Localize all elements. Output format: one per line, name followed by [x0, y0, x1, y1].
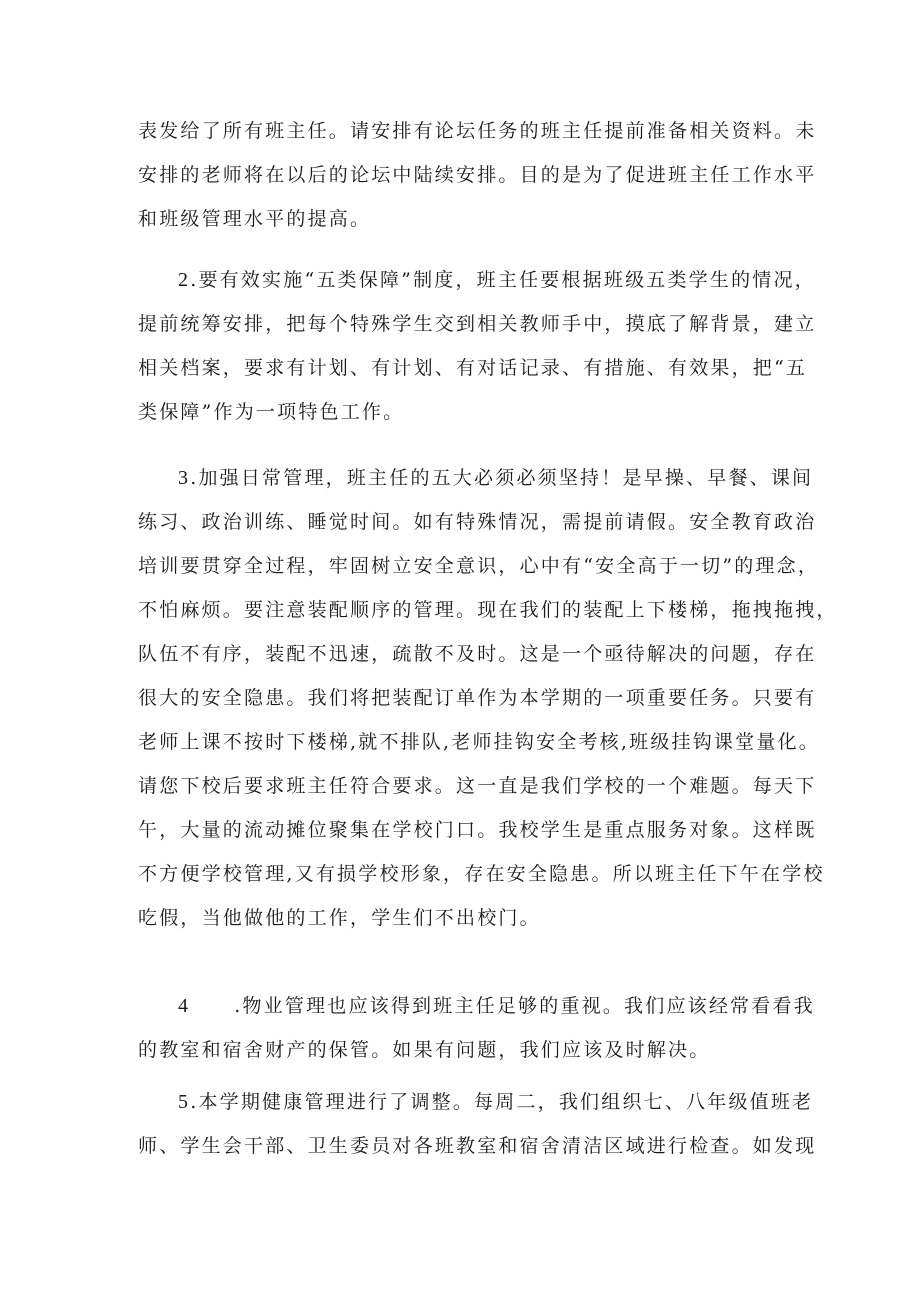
- paragraph-number: 3: [178, 467, 191, 489]
- paragraph-line-text: .物业管理也应该得到班主任足够的重视。我们应该经常看看我: [234, 995, 815, 1017]
- paragraph-1: [138, 109, 817, 241]
- paragraph-line: 很大的安全隐患。我们将把装配订单作为本学期的一项重要任务。只要有: [138, 687, 817, 709]
- paragraph-line: 表发给了所有班主任。请安排有论坛任务的班主任提前准备相关资料。未: [138, 120, 817, 142]
- paragraph-line-text: .加强日常管理，班主任的五大必须必须坚持！是早操、早餐、课间: [190, 467, 814, 489]
- paragraph-line: 安排的老师将在以后的论坛中陆续安排。目的是为了促进班主任工作水平: [138, 164, 817, 186]
- paragraph-4: [138, 984, 815, 1072]
- paragraph-line: 练习、政治训练、睡觉时间。如有特殊情况，需提前请假。安全教育政治: [138, 511, 817, 533]
- paragraph-2: [138, 258, 817, 434]
- paragraph-5: [138, 1080, 817, 1168]
- paragraph-line-text: .要有效实施“五类保障”制度，班主任要根据班级五类学生的情况，: [190, 269, 816, 291]
- paragraph-line: 和班级管理水平的提高。: [138, 208, 372, 230]
- paragraph-line: 相关档案，要求有计划、有计划、有对话记录、有措施、有效果，把“五: [138, 357, 808, 379]
- paragraph-line: 吃假，当他做他的工作，学生们不出校门。: [138, 907, 541, 929]
- paragraph-first-line: [138, 258, 816, 302]
- paragraph-line: 师、学生会干部、卫生委员对各班教室和宿舍清洁区域进行检查。如发现: [138, 1135, 817, 1157]
- paragraph-first-line: [138, 1080, 814, 1124]
- paragraph-number: 2: [178, 269, 191, 291]
- paragraph-number: 5: [178, 1091, 191, 1113]
- paragraph-line: 提前统筹安排，把每个特殊学生交到相关教师手中，摸底了解背景，建立: [138, 313, 817, 335]
- paragraph-line: 队伍不有序，装配不迅速，疏散不及时。这是一个亟待解决的问题，存在: [138, 643, 817, 665]
- paragraph-line: 培训要贯穿全过程，牢固树立安全意识，心中有“安全高于一切”的理念，: [138, 555, 820, 577]
- paragraph-line: 的教室和宿舍财产的保管。如果有问题，我们应该及时解决。: [138, 1039, 711, 1061]
- paragraph-line: 老师上课不按时下楼梯,就不排队,老师挂钩安全考核,班级挂钩课堂量化。: [138, 731, 820, 753]
- paragraph-first-line: [138, 984, 815, 1028]
- paragraph-first-line: [138, 456, 814, 500]
- paragraph-line: 午，大量的流动摊位聚集在学校门口。我校学生是重点服务对象。这样既: [138, 819, 817, 841]
- paragraph-number: 4: [178, 995, 191, 1017]
- paragraph-line: 不方便学校管理,又有损学校形象，存在安全隐患。所以班主任下午在学校: [138, 863, 825, 885]
- paragraph-line: 请您下校后要求班主任符合要求。这一直是我们学校的一个难题。每天下: [138, 775, 817, 797]
- paragraph-line: 不怕麻烦。要注意装配顺序的管理。现在我们的装配上下楼梯，拖拽拖拽，: [138, 599, 838, 621]
- paragraph-3: [138, 456, 838, 940]
- paragraph-line-text: .本学期健康管理进行了调整。每周二，我们组织七、八年级值班老: [190, 1091, 814, 1113]
- paragraph-line: 类保障”作为一项特色工作。: [138, 401, 405, 423]
